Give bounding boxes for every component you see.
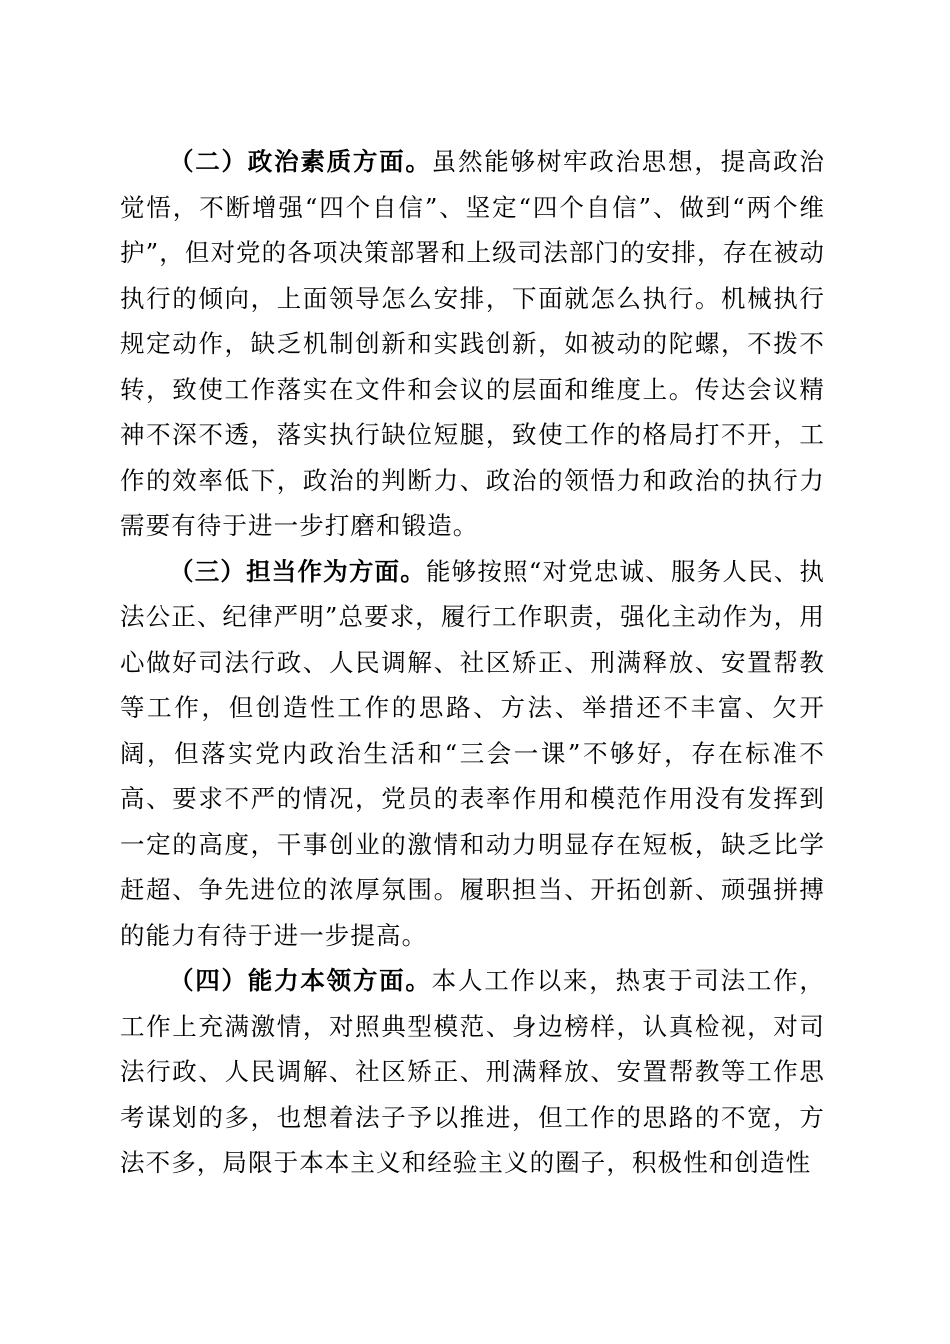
paragraph-political-quality [120, 139, 825, 549]
paragraph-text: 本人工作以来，热衷于司法工作，工作上充满激情，对照典型模范、身边榜样，认真检视，对司法行政、人民调解、社区矫正、刑满释放、安置帮教等工作思考谋划的多，也想着法子予以推进，但工作的思路的不宽，方法不多，局限于本本主义和经验主义的圈子，积极性和创造性 [120, 966, 826, 1177]
paragraph-responsibility [120, 549, 825, 959]
paragraph-ability [120, 958, 825, 1186]
document-body [120, 139, 825, 1186]
paragraph-text: 虽然能够树牢政治思想，提高政治觉悟，不断增强“四个自信”、坚定“四个自信”、做到“两个维护”，但对党的各项决策部署和上级司法部门的安排，存在被动执行的倾向，上面领导怎么安排，下面就怎么执行。机械执行规定动作，缺乏机制创新和实践创新，如被动的陀螺，不拨不转，致使工作落实在文件和会议的层面和维度上。传达会议精神不深不透，落实执行缺位短腿，致使工作的格局打不开，工作的效率低下，政治的判断力、政治的领悟力和政治的执行力需要有待于进一步打磨和锻造。 [120, 147, 826, 540]
paragraph-text: 能够按照“对党忠诚、服务人民、执法公正、纪律严明”总要求，履行工作职责，强化主动作为，用心做好司法行政、人民调解、社区矫正、刑满释放、安置帮教等工作，但创造性工作的思路、方法、举措还不丰富、欠开阔，但落实党内政治生活和“三会一课”不够好，存在标准不高、要求不严的情况，党员的表率作用和模范作用没有发挥到一定的高度，干事创业的激情和动力明显存在短板，缺乏比学赶超、争先进位的浓厚氛围。履职担当、开拓创新、顽强拼搏的能力有待于进一步提高。 [120, 556, 826, 950]
paragraph-heading: （四）能力本领方面。 [169, 966, 432, 995]
paragraph-heading: （三）担当作为方面。 [169, 556, 426, 586]
paragraph-heading: （二）政治素质方面。 [169, 147, 432, 176]
